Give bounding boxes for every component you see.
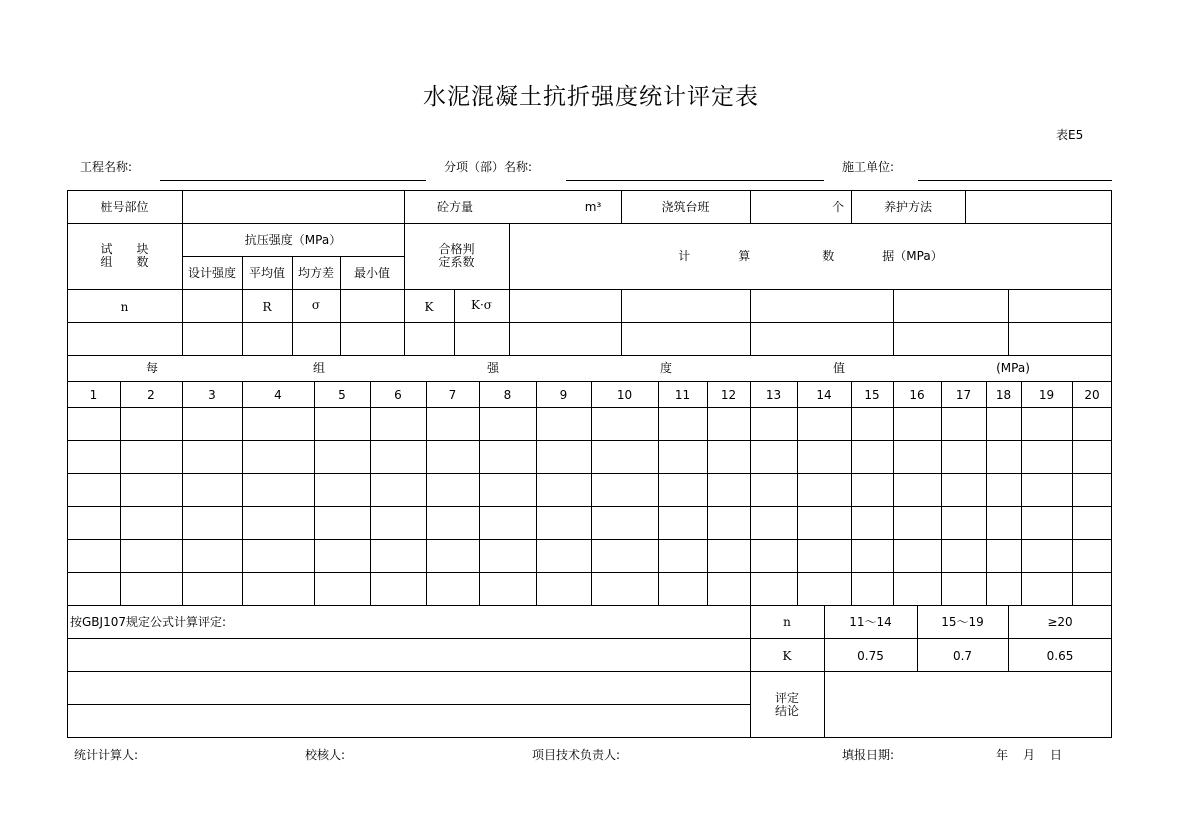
- column-number: 18: [995, 388, 1012, 402]
- strength-header-char-1: 每: [145, 361, 158, 375]
- strength-header-char-4: 度: [659, 361, 672, 375]
- formula-label: 按GBJ107规定公式计算评定:: [70, 615, 227, 629]
- sub-item-label: 分项（部）名称:: [444, 160, 533, 174]
- shift-unit: 个: [831, 200, 844, 214]
- column-number: 20: [1084, 388, 1100, 402]
- n-range: ≥20: [1047, 615, 1073, 629]
- symbol-k: K: [424, 300, 434, 314]
- minimum-label: 最小值: [353, 266, 390, 280]
- conclusion-input[interactable]: [825, 672, 1112, 737]
- volume-unit: m³: [584, 200, 602, 214]
- sample-groups-label-2: 组 数: [100, 255, 149, 269]
- sample-groups-label-1: 试 块: [100, 242, 149, 256]
- column-number: 14: [816, 388, 832, 402]
- k-value: 0.75: [857, 649, 884, 663]
- curing-method-label: 养护方法: [883, 200, 932, 214]
- column-number: 11: [674, 388, 691, 402]
- column-number: 6: [394, 388, 402, 402]
- column-number: 17: [955, 388, 972, 402]
- column-number: 8: [503, 388, 512, 402]
- column-number: 15: [864, 388, 880, 402]
- pour-shift-label: 浇筑台班: [661, 200, 710, 214]
- column-number: 5: [338, 388, 346, 402]
- date-month: 月: [1023, 748, 1036, 762]
- compressive-strength-header: 抗压强度（MPa）: [244, 233, 342, 247]
- column-number: 9: [559, 388, 568, 402]
- calc-data-header: 计 算 数 据（MPa）: [678, 249, 943, 263]
- strength-header-char-3: 强: [486, 361, 499, 375]
- design-strength-label: 设计强度: [187, 266, 236, 280]
- project-name-label: 工程名称:: [80, 160, 133, 174]
- n-range: 15～19: [941, 615, 984, 629]
- fill-date-label: 填报日期:: [842, 748, 895, 762]
- date-day: 日: [1050, 748, 1063, 762]
- column-number: 12: [720, 388, 737, 402]
- curing-method-input[interactable]: [966, 191, 1112, 223]
- pile-location-label: 桩号部位: [100, 200, 149, 214]
- judge-coef-label-2: 定系数: [438, 255, 475, 269]
- column-number: 7: [448, 388, 457, 402]
- column-number: 3: [208, 388, 216, 402]
- conclusion-label-2: 结论: [774, 704, 799, 718]
- n-label: n: [783, 615, 791, 629]
- column-number: 13: [765, 388, 782, 402]
- tech-lead-label: 项目技术负责人:: [532, 748, 621, 762]
- k-value: 0.7: [952, 649, 973, 663]
- column-number: 4: [274, 388, 282, 402]
- judge-coef-label-1: 合格判: [438, 242, 475, 256]
- strength-header-unit: (MPa): [996, 361, 1030, 375]
- symbol-r: R: [262, 300, 272, 314]
- checker-label: 校核人:: [305, 748, 346, 762]
- calculator-label: 统计计算人:: [74, 748, 139, 762]
- n-range: 11～14: [849, 615, 892, 629]
- average-label: 平均值: [248, 266, 285, 280]
- form-number: 表E5: [1056, 128, 1084, 142]
- k-value: 0.65: [1046, 649, 1074, 663]
- strength-header-char-2: 组: [312, 361, 325, 375]
- conclusion-label-1: 评定: [774, 691, 799, 705]
- column-number: 16: [909, 388, 925, 402]
- symbol-sigma: σ: [311, 298, 321, 312]
- page-title: 水泥混凝土抗折强度统计评定表: [423, 84, 759, 110]
- std-dev-label: 均方差: [297, 266, 334, 280]
- symbol-k-sigma: K·σ: [471, 298, 492, 312]
- strength-header-char-5: 值: [832, 361, 845, 375]
- symbol-n: n: [120, 300, 129, 314]
- column-number: 19: [1038, 388, 1055, 402]
- pile-location-input[interactable]: [182, 191, 404, 223]
- k-label: K: [782, 649, 792, 663]
- date-year: 年: [996, 748, 1009, 762]
- column-number: 1: [89, 388, 98, 402]
- column-number: 10: [616, 388, 633, 402]
- concrete-volume-label: 砼方量: [436, 200, 473, 214]
- column-number: 2: [147, 388, 155, 402]
- contractor-label: 施工单位:: [842, 160, 895, 174]
